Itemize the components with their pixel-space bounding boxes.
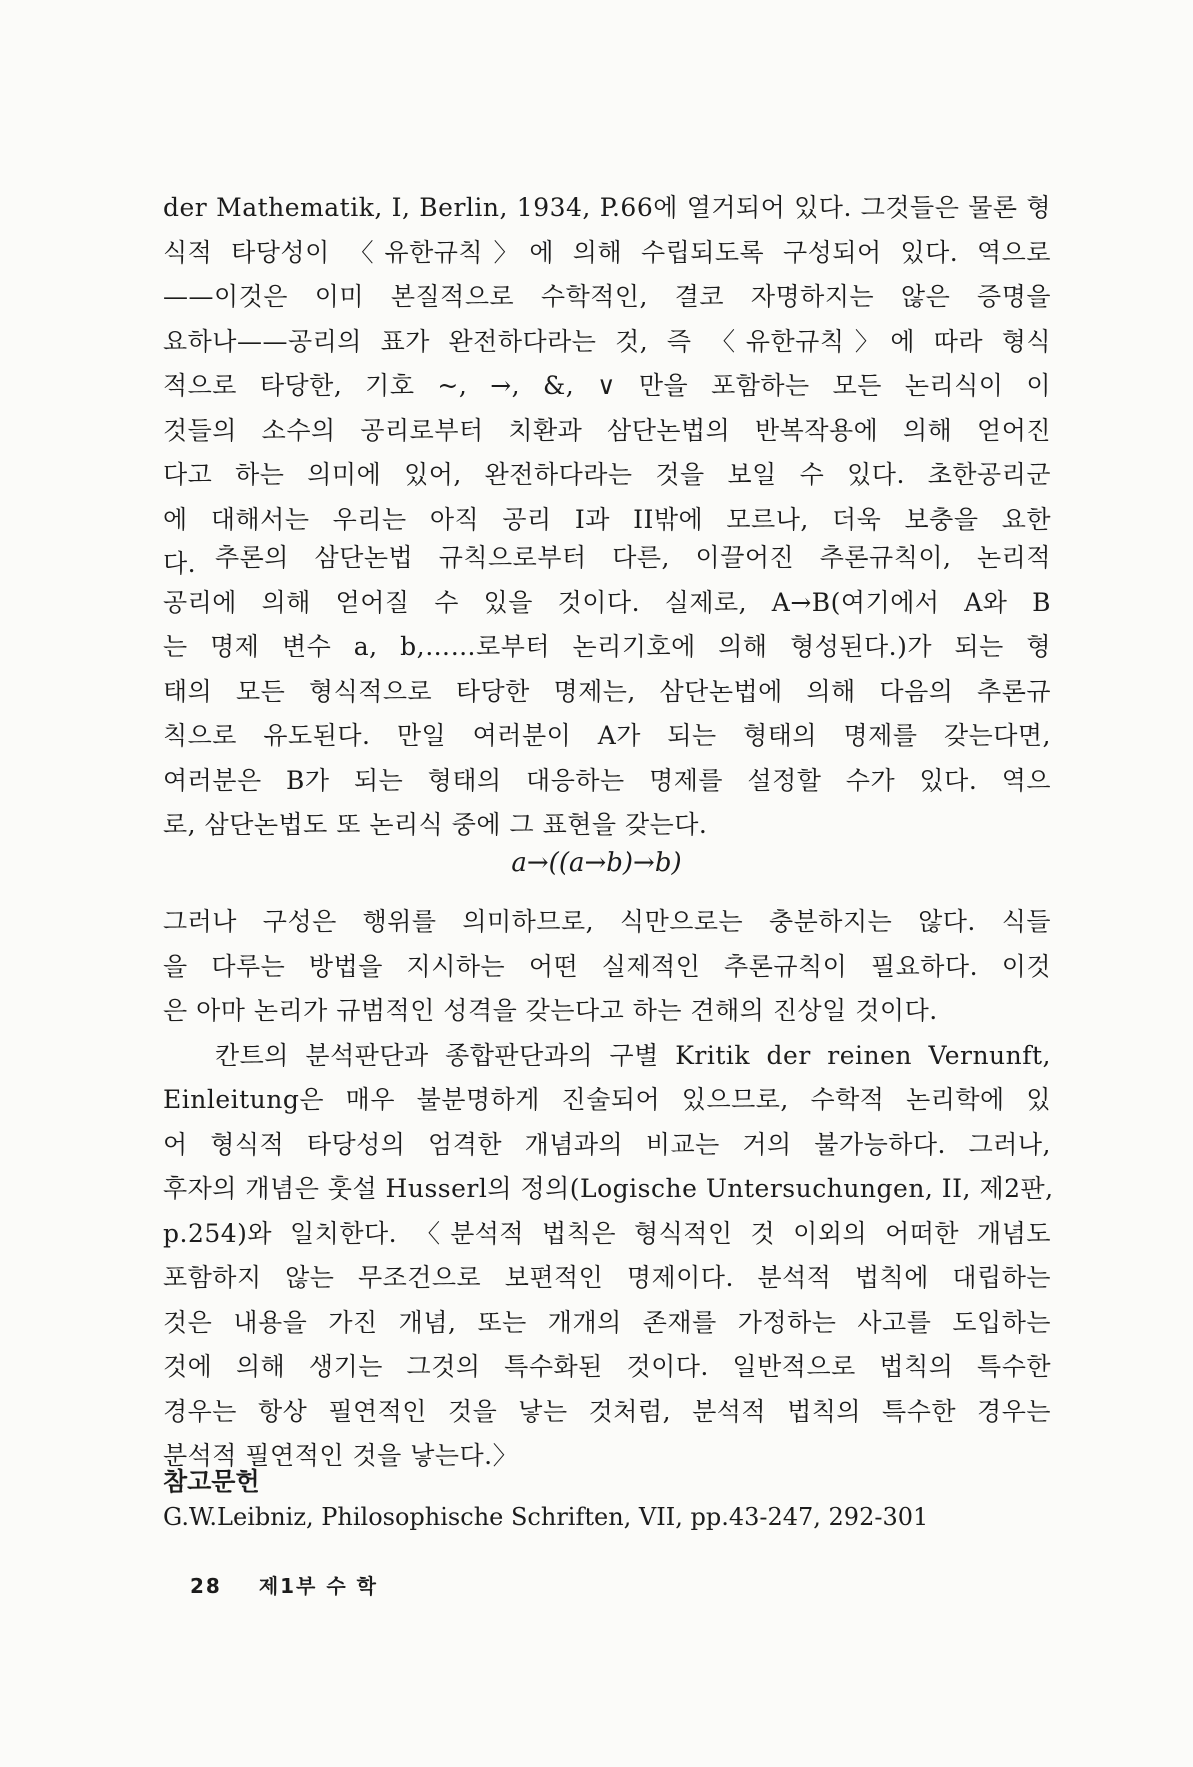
text-line: 에 대해서는 우리는 아직 공리 I과 II밖에 모르나, 더욱 보충을 요한 (163, 504, 1051, 534)
text-line: 추론의 삼단논법 규칙으로부터 다른, 이끌어진 추론규칙이, 논리적 (215, 543, 1051, 572)
page-number: 28 (190, 1574, 222, 1598)
text-line: 는 명제 변수 a, b,……로부터 논리기호에 의해 형성된다.)가 되는 형 (163, 632, 1051, 661)
text-line: 경우는 항상 필연적인 것을 낳는 것처럼, 분석적 법칙의 특수한 경우는 (163, 1396, 1051, 1426)
text-line: 적으로 타당한, 기호 ~, →, &, ∨ 만을 포함하는 모든 논리식이 이 (163, 371, 1051, 400)
text-line: ——이것은 이미 본질적으로 수학적인, 결코 자명하지는 않은 증명을 (163, 282, 1051, 311)
text-line: 다고 하는 의미에 있어, 완전하다라는 것을 보일 수 있다. 초한공리군 (163, 460, 1051, 489)
logic-formula: a→((a→b)→b) (511, 848, 682, 878)
text-line: 태의 모든 형식적으로 타당한 명제는, 삼단논법에 의해 다음의 추론규 (163, 676, 1051, 706)
section-title: 제1부 수 학 (258, 1574, 378, 1598)
text-line: 것에 의해 생기는 그것의 특수화된 것이다. 일반적으로 법칙의 특수한 (163, 1352, 1051, 1381)
text-line: 다. (163, 549, 197, 578)
text-line: 요하나——공리의 표가 완전하다라는 것, 즉 〈유한규칙〉에 따라 형식 (163, 326, 1051, 356)
text-line: 분석적 필연적인 것을 낳는다.〉 (163, 1441, 519, 1470)
text-line: 칙으로 유도된다. 만일 여러분이 A가 되는 형태의 명제를 갖는다면, (163, 721, 1051, 750)
text-line: 것들의 소수의 공리로부터 치환과 삼단논법의 반복작용에 의해 얻어진 (163, 415, 1051, 445)
paragraph-3 (163, 900, 1054, 1479)
text-line: der Mathematik, I, Berlin, 1934, P.66에 열거되어 있다. 그것들은 물론 형 (163, 193, 1051, 222)
page-footer (190, 1570, 378, 1599)
text-line: 칸트의 분석판단과 종합판단과의 구별 Kritik der reinen Vernunft, (215, 1040, 1051, 1070)
text-line: 그러나 구성은 행위를 의미하므로, 식만으로는 충분하지는 않다. 식들 (163, 907, 1051, 936)
text-line: 은 아마 논리가 규범적인 성격을 갖는다고 하는 견해의 진상일 것이다. (163, 996, 938, 1025)
references-heading: 참고문헌 (163, 1467, 260, 1496)
text-line: 포함하지 않는 무조건으로 보편적인 명제이다. 분석적 법칙에 대립하는 (163, 1263, 1051, 1292)
text-line: 여러분은 B가 되는 형태의 대응하는 명제를 설정할 수가 있다. 역으 (163, 765, 1051, 795)
reference-entry: G.W.Leibniz, Philosophische Schriften, VII, pp.43-247, 292-301 (163, 1503, 929, 1531)
text-line: 을 다루는 방법을 지시하는 어떤 실제적인 추론규칙이 필요하다. 이것 (163, 951, 1051, 981)
text-line: Einleitung은 매우 불분명하게 진술되어 있으므로, 수학적 논리학에 있 (163, 1085, 1051, 1114)
text-line: p.254)와 일치한다. 〈분석적 법칙은 형식적인 것 이외의 어떠한 개념도 (163, 1218, 1051, 1248)
text-line: 로, 삼단논법도 또 논리식 중에 그 표현을 갖는다. (163, 810, 708, 839)
text-line: 것은 내용을 가진 개념, 또는 개개의 존재를 가정하는 사고를 도입하는 (163, 1307, 1051, 1337)
text-line: 후자의 개념은 훗설 Husserl의 정의(Logische Untersuchungen, II, 제2판, (163, 1174, 1054, 1203)
text-line: 식적 타당성이 〈유한규칙〉에 의해 수립되도록 구성되어 있다. 역으로 (163, 237, 1051, 267)
text-line: 공리에 의해 얻어질 수 있을 것이다. 실제로, A→B(여기에서 A와 B (163, 587, 1051, 617)
paragraph-1 (163, 186, 1051, 587)
paragraph-2 (163, 536, 1051, 848)
text-line: 어 형식적 타당성의 엄격한 개념과의 비교는 거의 불가능하다. 그러나, (163, 1129, 1051, 1159)
